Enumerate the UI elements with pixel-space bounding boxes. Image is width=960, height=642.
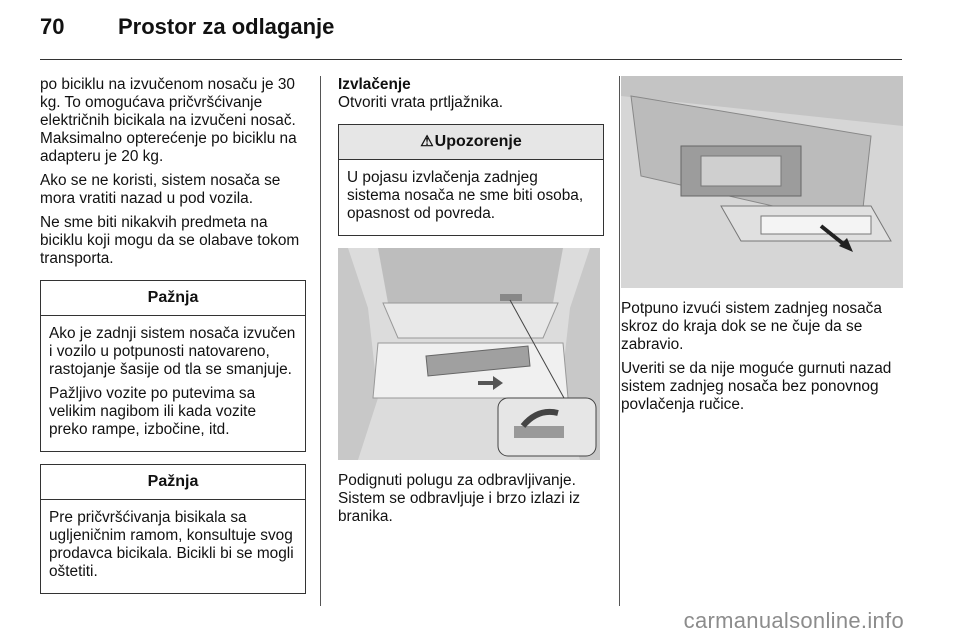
warning-text: U pojasu izvlačenja zadnjeg sistema nosača ne sme biti osoba, opasnost od povreda. [347, 169, 584, 222]
notice-paragraph: Pre pričvršćivanja bisikala sa ugljeničnim ramom, konsultuje svog prodavca bicikala. Bicikli bi se mogli oštetiti. [49, 509, 294, 580]
notice-title: Pažnja [41, 465, 305, 500]
header-rule [40, 59, 902, 60]
paragraph: Potpuno izvući sistem zadnjeg nosača skroz do kraja dok se ne čuje da se zabravio. [621, 300, 882, 353]
warning-body [339, 160, 603, 235]
notice-box [40, 280, 306, 452]
page-title: Prostor za odlaganje [118, 14, 335, 39]
notice-box [40, 464, 306, 594]
notice-paragraph: Pažljivo vozite po putevima sa velikim nagibom ili kada vozite preko rampe, izbočine, itd. [49, 385, 257, 438]
paragraph: Ako se ne koristi, sistem nosača se mora vratiti nazad u pod vozila. [40, 172, 281, 207]
intro-text: Otvoriti vrata prtljažnika. [338, 94, 504, 111]
page-number: 70 [40, 14, 65, 39]
column-2 [338, 76, 604, 526]
warning-header [339, 125, 603, 160]
tailgate-release-lever-illustration [338, 248, 600, 460]
notice-paragraph: Ako je zadnji sistem nosača izvučen i vozilo u potpunosti natovareno, rastojanje šasije od tla se smanjuje. [49, 325, 296, 378]
column-3 [621, 76, 903, 420]
notice-body [41, 316, 305, 451]
notice-title: Pažnja [41, 281, 305, 316]
figure-caption: Podignuti polugu za odbravljivanje. Sistem se odbravljuje i brzo izlazi iz branika. [338, 472, 581, 525]
notice-body [41, 500, 305, 593]
column-divider [619, 76, 620, 606]
warning-title: Upozorenje [434, 133, 522, 150]
section-heading: Izvlačenje [338, 76, 411, 93]
paragraph: Uveriti se da nije moguće gurnuti nazad sistem zadnjeg nosača bez ponovnog povlačenja ručice. [621, 360, 892, 413]
rear-carrier-pullout-illustration [621, 76, 903, 288]
paragraph: po biciklu na izvučenom nosaču je 30 kg. To omogućava pričvršćivanje električnih bicikala na izvučeni nosač. Maksimalno opterećenje po biciklu na adapteru je 20 kg. [40, 76, 297, 165]
warning-triangle-icon: ⚠ [420, 133, 434, 150]
watermark: carmanualsonline.info [683, 608, 904, 633]
column-1 [40, 76, 306, 604]
column-divider [320, 76, 321, 606]
paragraph: Ne sme biti nikakvih predmeta na biciklu koji mogu da se olabave tokom transporta. [40, 214, 300, 267]
warning-box [338, 124, 604, 236]
